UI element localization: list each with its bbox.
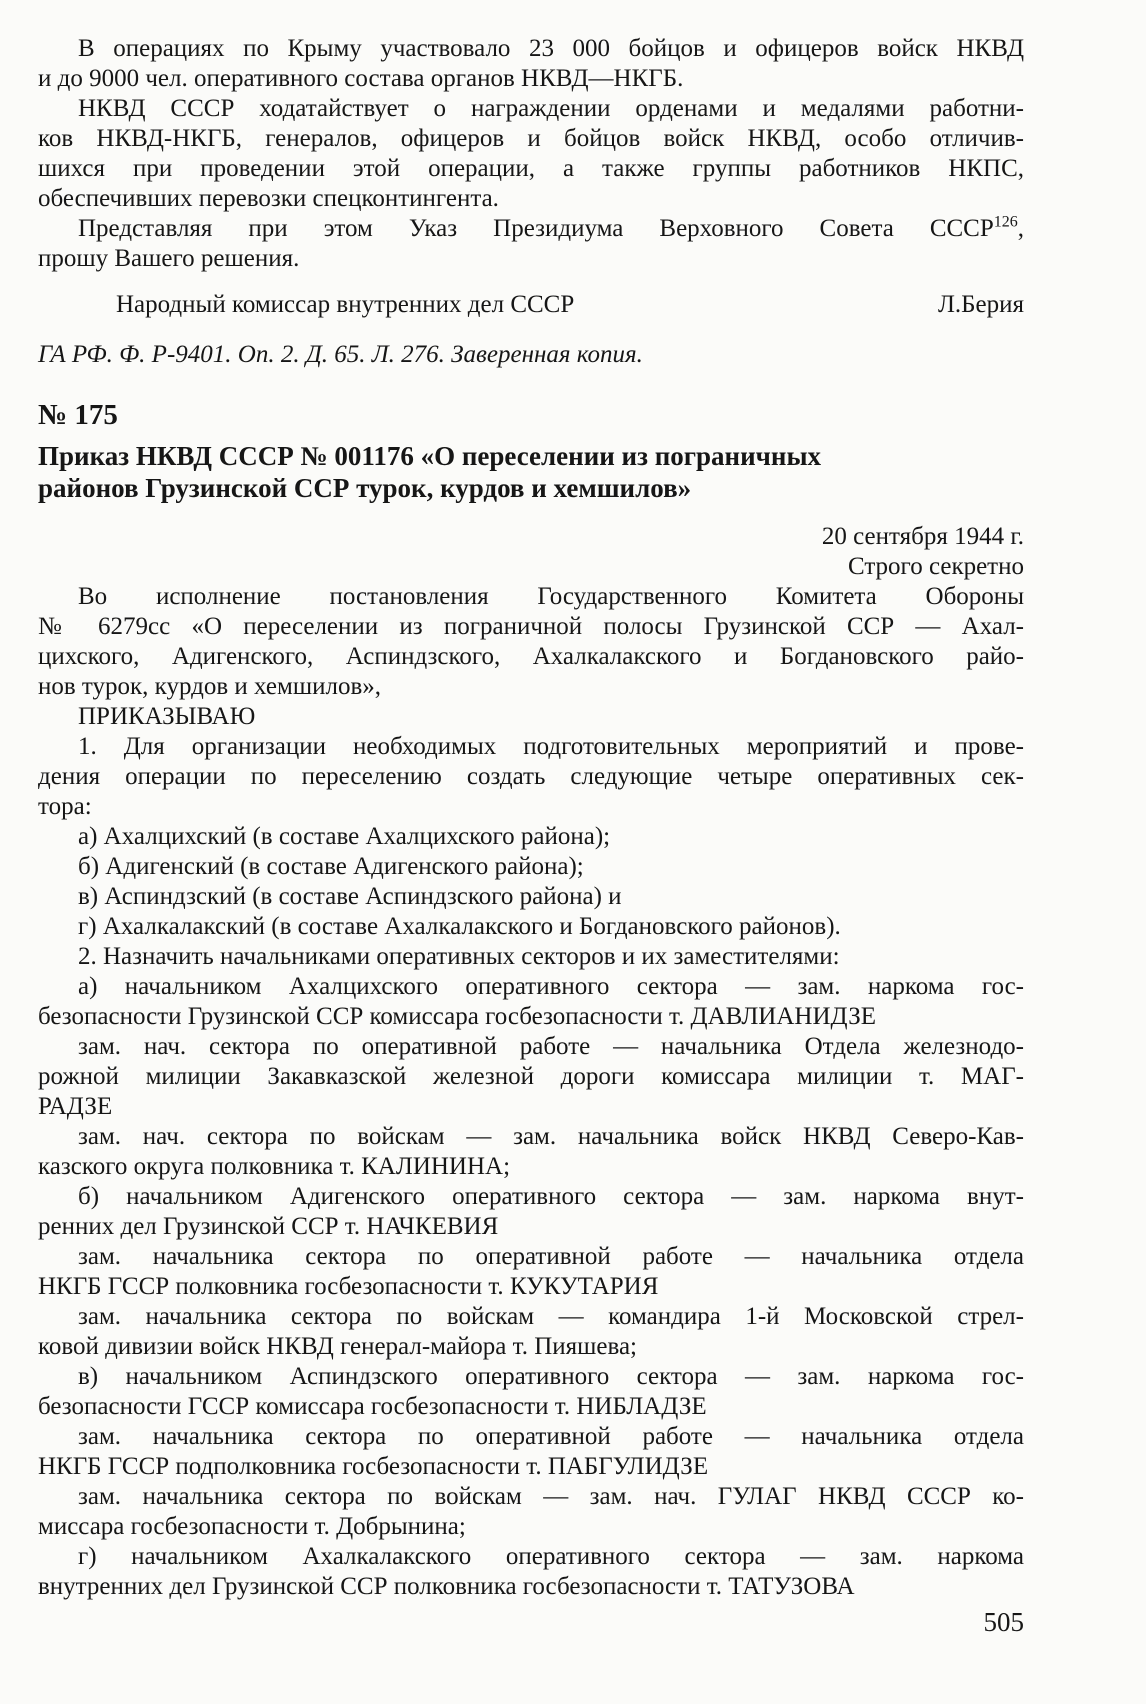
signature-line	[38, 290, 1024, 320]
text-line: зам. начальника сектора по оперативной работе — начальника отдела	[78, 1423, 1024, 1450]
text-line: РАДЗЕ	[38, 1093, 113, 1120]
document-date: 20 сентября 1944 г.	[821, 523, 1024, 550]
archive-source: ГА РФ. Ф. Р-9401. Оп. 2. Д. 65. Л. 276. Заверенная копия.	[38, 341, 643, 368]
text-line: зам. начальника сектора по войскам — командира 1-й Московской стрел-	[78, 1303, 1024, 1330]
footnote-ref: 126	[993, 213, 1018, 231]
text-line: В операциях по Крыму участвовало 23 000 бойцов и офицеров войск НКВД	[78, 35, 1024, 62]
text-line: тора:	[38, 793, 92, 820]
text-line: нов турок, курдов и хемшилов»,	[38, 673, 381, 700]
document-classification: Строго секретно	[847, 553, 1024, 580]
text-line: рожной милиции Закавказской железной дороги комиссара милиции т. МАГ-	[38, 1063, 1024, 1090]
text-line-tail: ,	[1017, 215, 1024, 242]
text-line-main: Представляя при этом Указ Президиума Верховного Совета СССР	[78, 215, 994, 242]
text-line: ПРИКАЗЫВАЮ	[78, 703, 256, 730]
text-line: а) Ахалцихский (в составе Ахалцихского района);	[78, 823, 611, 850]
document-title-line: Приказ НКВД СССР № 001176 «О переселении из пограничных	[38, 441, 822, 471]
text-line: в) Аспиндзский (в составе Аспиндзского района) и	[78, 883, 622, 910]
text-line: прошу Вашего решения.	[38, 245, 300, 272]
text-line: 1. Для организации необходимых подготовительных мероприятий и прове-	[78, 733, 1024, 760]
text-line: НКГБ ГССР полковника госбезопасности т. КУКУТАРИЯ	[38, 1273, 659, 1300]
text-line: зам. нач. сектора по оперативной работе — начальника Отдела железнодо-	[78, 1033, 1024, 1060]
text-line: ренних дел Грузинской ССР т. НАЧКЕВИЯ	[38, 1213, 499, 1240]
text-line: НКВД СССР ходатайствует о награждении орденами и медалями работни-	[78, 95, 1024, 122]
text-line: и до 9000 чел. оперативного состава органов НКВД—НКГБ.	[38, 65, 684, 92]
document-header	[38, 398, 1024, 582]
text-line: цихского, Адигенского, Аспиндзского, Ахалкалакского и Богдановского райо-	[38, 643, 1024, 670]
page-number: 505	[983, 1607, 1024, 1637]
text-line: дения операции по переселению создать следующие четыре оперативных сек-	[38, 763, 1024, 790]
text-line: № 6279сс «О переселении из пограничной полосы Грузинской ССР — Ахал-	[38, 613, 1024, 640]
text-line: 2. Назначить начальниками оперативных секторов и их заместителями:	[78, 943, 840, 970]
text-line: зам. начальника сектора по оперативной работе — начальника отдела	[78, 1243, 1024, 1270]
document-title-line: районов Грузинской ССР турок, курдов и хемшилов»	[38, 473, 692, 503]
text-line: безопасности ГССР комиссара госбезопасности т. НИБЛАДЗЕ	[38, 1393, 707, 1420]
text-line: шихся при проведении этой операции, а также группы работников НКПС,	[38, 155, 1024, 182]
document-number: № 175	[38, 399, 118, 431]
text-line: б) Адигенский (в составе Адигенского района);	[78, 853, 584, 880]
text-line: зам. начальника сектора по войскам — зам. нач. ГУЛАГ НКВД СССР ко-	[78, 1483, 1024, 1510]
top-section	[38, 34, 1024, 370]
text-line: обеспечивших перевозки спецконтингента.	[38, 185, 499, 212]
order-body	[38, 582, 1024, 1602]
text-line: а) начальником Ахалцихского оперативного сектора — зам. наркома гос-	[78, 973, 1024, 1000]
text-line: в) начальником Аспиндзского оперативного сектора — зам. наркома гос-	[78, 1363, 1024, 1390]
text-line: безопасности Грузинской ССР комиссара госбезопасности т. ДАВЛИАНИДЗЕ	[38, 1003, 876, 1030]
text-line: миссара госбезопасности т. Добрынина;	[38, 1513, 466, 1540]
signature-name: Л.Берия	[937, 291, 1024, 318]
text-line: казского округа полковника т. КАЛИНИНА;	[38, 1153, 511, 1180]
text-line: зам. нач. сектора по войскам — зам. начальника войск НКВД Северо-Кав-	[78, 1123, 1024, 1150]
signature-title: Народный комиссар внутренних дел СССР	[116, 291, 575, 318]
text-line: г) Ахалкалакский (в составе Ахалкалакского и Богдановского районов).	[78, 913, 841, 940]
text-line: ков НКВД-НКГБ, генералов, офицеров и бойцов войск НКВД, особо отличив-	[38, 125, 1024, 152]
text-line: ковой дивизии войск НКВД генерал-майора т. Пияшева;	[38, 1333, 637, 1360]
text-line: внутренних дел Грузинской ССР полковника госбезопасности т. ТАТУЗОВА	[38, 1573, 855, 1600]
text-line: НКГБ ГССР подполковника госбезопасности т. ПАБГУЛИДЗЕ	[38, 1453, 709, 1480]
text-line: б) начальником Адигенского оперативного сектора — зам. наркома внут-	[78, 1183, 1024, 1210]
text-line: г) начальником Ахалкалакского оперативного сектора — зам. наркома	[78, 1543, 1024, 1570]
text-line	[38, 214, 1024, 244]
text-line: Во исполнение постановления Государственного Комитета Обороны	[78, 583, 1024, 610]
